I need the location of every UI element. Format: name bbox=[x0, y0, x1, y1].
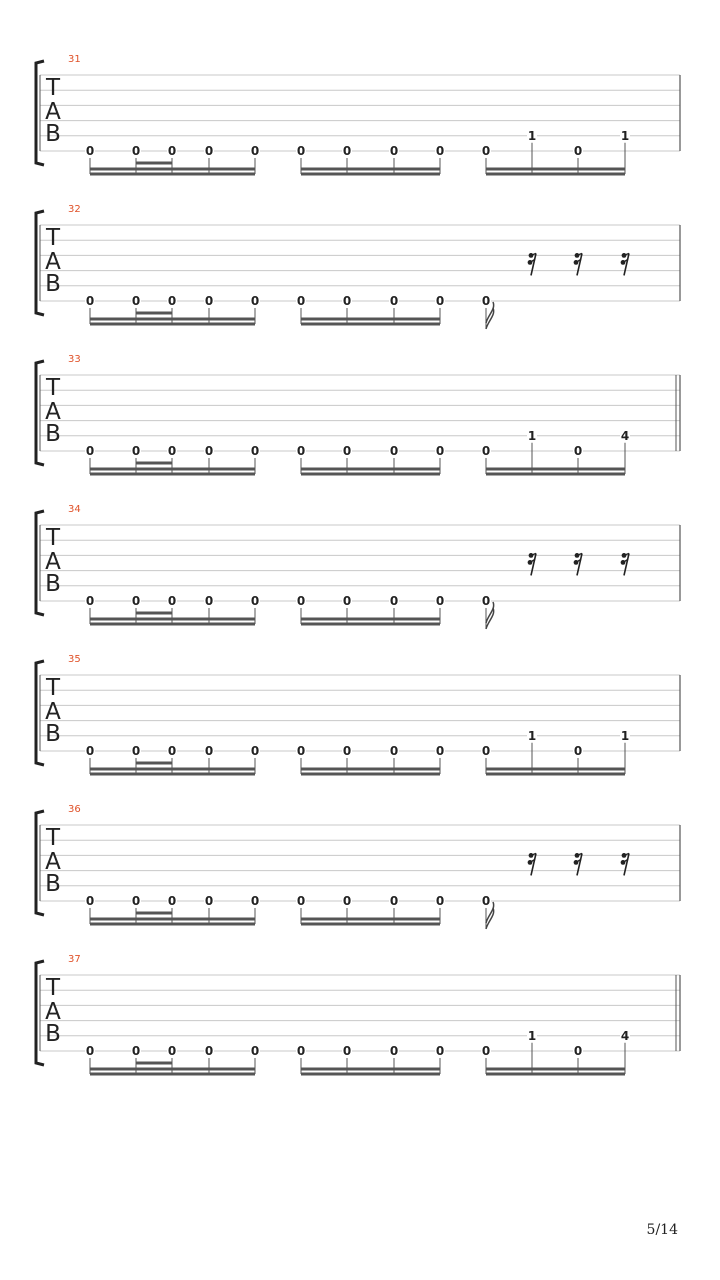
tab-system bbox=[36, 354, 680, 476]
fret-number: 0 bbox=[481, 744, 491, 758]
fret-number: 0 bbox=[85, 1044, 95, 1058]
fret-number: 0 bbox=[481, 1044, 491, 1058]
fret-number: 0 bbox=[131, 294, 141, 308]
beam-group-2 bbox=[301, 773, 440, 776]
beam-group-3-secondary bbox=[486, 468, 625, 471]
sixteenth-rest bbox=[528, 853, 536, 875]
fret-number: 0 bbox=[85, 894, 95, 908]
fret-number: 0 bbox=[481, 294, 491, 308]
beam-group-1 bbox=[90, 623, 255, 626]
beam-sixteenth bbox=[136, 612, 172, 615]
fret-number: 0 bbox=[85, 594, 95, 608]
sixteenth-rest bbox=[528, 553, 536, 575]
tab-system bbox=[36, 804, 680, 929]
tab-system bbox=[36, 54, 680, 176]
tab-clef-letter: A bbox=[45, 849, 61, 875]
beam-group-3 bbox=[486, 173, 625, 176]
fret-number: 0 bbox=[250, 894, 260, 908]
tab-clef-letter: B bbox=[45, 271, 61, 297]
beam-sixteenth bbox=[136, 762, 172, 765]
beam-group-2-secondary bbox=[301, 918, 440, 921]
tab-clef-letter: A bbox=[45, 999, 61, 1025]
fret-number: 0 bbox=[435, 594, 445, 608]
tab-system bbox=[36, 954, 680, 1076]
sixteenth-rest bbox=[574, 553, 582, 575]
fret-number: 0 bbox=[435, 894, 445, 908]
tab-system bbox=[36, 654, 680, 776]
fret-number: 0 bbox=[131, 594, 141, 608]
fret-number: 0 bbox=[481, 894, 491, 908]
fret-number: 0 bbox=[342, 894, 352, 908]
fret-number: 0 bbox=[250, 594, 260, 608]
fret-number: 0 bbox=[167, 744, 177, 758]
page-number: 5/14 bbox=[646, 1222, 678, 1238]
beam-group-2 bbox=[301, 623, 440, 626]
beam-group-1-secondary bbox=[90, 468, 255, 471]
beam-group-2-secondary bbox=[301, 468, 440, 471]
beam-group-1 bbox=[90, 773, 255, 776]
fret-number: 0 bbox=[204, 594, 214, 608]
beam-group-2 bbox=[301, 323, 440, 326]
fret-number: 0 bbox=[296, 144, 306, 158]
fret-number: 0 bbox=[167, 594, 177, 608]
fret-number: 0 bbox=[204, 1044, 214, 1058]
fret-number: 1 bbox=[527, 1028, 537, 1043]
tab-system bbox=[36, 204, 680, 329]
sixteenth-rest bbox=[528, 253, 536, 275]
tab-clef-letter: A bbox=[45, 699, 61, 725]
tab-clef-letter: T bbox=[45, 225, 61, 251]
fret-number: 0 bbox=[573, 444, 583, 458]
fret-number: 0 bbox=[204, 444, 214, 458]
fret-number: 0 bbox=[389, 444, 399, 458]
fret-number: 0 bbox=[250, 144, 260, 158]
fret-number: 0 bbox=[296, 1044, 306, 1058]
fret-number: 1 bbox=[620, 128, 630, 143]
fret-number: 0 bbox=[573, 1044, 583, 1058]
measure-number: 32 bbox=[68, 204, 81, 215]
tab-clef-letter: A bbox=[45, 249, 61, 275]
measure-number: 34 bbox=[68, 504, 81, 515]
tab-clef-letter: T bbox=[45, 975, 61, 1001]
tab-clef-letter: T bbox=[45, 675, 61, 701]
fret-number: 0 bbox=[131, 744, 141, 758]
beam-sixteenth bbox=[136, 462, 172, 465]
beam-group-1-secondary bbox=[90, 318, 255, 321]
tab-clef-letter: B bbox=[45, 871, 61, 897]
beam-group-1 bbox=[90, 173, 255, 176]
fret-number: 1 bbox=[527, 728, 537, 743]
fret-number: 0 bbox=[250, 744, 260, 758]
fret-number: 0 bbox=[435, 144, 445, 158]
fret-number: 0 bbox=[85, 144, 95, 158]
fret-number: 0 bbox=[250, 444, 260, 458]
fret-number: 0 bbox=[481, 594, 491, 608]
beam-group-1 bbox=[90, 1073, 255, 1076]
fret-number: 0 bbox=[435, 744, 445, 758]
sixteenth-rest bbox=[621, 853, 629, 875]
measure-number: 31 bbox=[68, 54, 81, 65]
fret-number: 0 bbox=[389, 594, 399, 608]
fret-number: 1 bbox=[527, 128, 537, 143]
fret-number: 0 bbox=[342, 144, 352, 158]
fret-number: 0 bbox=[167, 1044, 177, 1058]
fret-number: 0 bbox=[131, 444, 141, 458]
fret-number: 0 bbox=[389, 744, 399, 758]
fret-number: 0 bbox=[342, 594, 352, 608]
fret-number: 4 bbox=[620, 1028, 630, 1043]
tab-clef-letter: T bbox=[45, 525, 61, 551]
fret-number: 0 bbox=[204, 144, 214, 158]
tab-clef-letter: B bbox=[45, 571, 61, 597]
sixteenth-rest bbox=[574, 253, 582, 275]
beam-group-1 bbox=[90, 923, 255, 926]
beam-group-1 bbox=[90, 323, 255, 326]
fret-number: 0 bbox=[342, 444, 352, 458]
fret-number: 0 bbox=[296, 594, 306, 608]
fret-number: 0 bbox=[204, 294, 214, 308]
beam-group-3-secondary bbox=[486, 168, 625, 171]
tab-clef-letter: B bbox=[45, 421, 61, 447]
fret-number: 0 bbox=[573, 144, 583, 158]
tab-clef-letter: B bbox=[45, 721, 61, 747]
beam-group-1-secondary bbox=[90, 918, 255, 921]
tab-system bbox=[36, 504, 680, 629]
beam-group-2 bbox=[301, 923, 440, 926]
fret-number: 0 bbox=[131, 894, 141, 908]
fret-number: 0 bbox=[342, 1044, 352, 1058]
fret-number: 0 bbox=[435, 1044, 445, 1058]
fret-number: 0 bbox=[435, 294, 445, 308]
fret-number: 0 bbox=[481, 144, 491, 158]
tab-clef-letter: T bbox=[45, 375, 61, 401]
fret-number: 0 bbox=[342, 744, 352, 758]
beam-group-2-secondary bbox=[301, 318, 440, 321]
fret-number: 0 bbox=[250, 294, 260, 308]
fret-number: 0 bbox=[204, 744, 214, 758]
fret-number: 0 bbox=[342, 294, 352, 308]
beam-group-2 bbox=[301, 473, 440, 476]
beam-group-1-secondary bbox=[90, 768, 255, 771]
fret-number: 0 bbox=[435, 444, 445, 458]
beam-group-1-secondary bbox=[90, 168, 255, 171]
fret-number: 0 bbox=[250, 1044, 260, 1058]
measure-number: 37 bbox=[68, 954, 81, 965]
fret-number: 0 bbox=[296, 744, 306, 758]
beam-group-1-secondary bbox=[90, 1068, 255, 1071]
fret-number: 0 bbox=[204, 894, 214, 908]
fret-number: 0 bbox=[167, 444, 177, 458]
fret-number: 0 bbox=[389, 144, 399, 158]
fret-number: 0 bbox=[85, 744, 95, 758]
tab-clef-letter: T bbox=[45, 825, 61, 851]
fret-number: 0 bbox=[389, 894, 399, 908]
tab-clef-letter: T bbox=[45, 75, 61, 101]
beam-group-3 bbox=[486, 773, 625, 776]
beam-group-2 bbox=[301, 173, 440, 176]
beam-group-2 bbox=[301, 1073, 440, 1076]
fret-number: 0 bbox=[481, 444, 491, 458]
beam-group-2-secondary bbox=[301, 768, 440, 771]
fret-number: 0 bbox=[296, 294, 306, 308]
sixteenth-rest bbox=[621, 553, 629, 575]
measure-number: 36 bbox=[68, 804, 81, 815]
measure-number: 35 bbox=[68, 654, 81, 665]
fret-number: 0 bbox=[131, 144, 141, 158]
fret-number: 0 bbox=[85, 444, 95, 458]
fret-number: 1 bbox=[620, 728, 630, 743]
beam-group-1 bbox=[90, 473, 255, 476]
tab-clef-letter: A bbox=[45, 99, 61, 125]
fret-number: 0 bbox=[573, 744, 583, 758]
fret-number: 4 bbox=[620, 428, 630, 443]
fret-number: 0 bbox=[167, 294, 177, 308]
beam-group-3-secondary bbox=[486, 1068, 625, 1071]
tab-clef-letter: A bbox=[45, 549, 61, 575]
sixteenth-rest bbox=[621, 253, 629, 275]
fret-number: 0 bbox=[85, 294, 95, 308]
fret-number: 0 bbox=[131, 1044, 141, 1058]
beam-group-1-secondary bbox=[90, 618, 255, 621]
beam-group-3 bbox=[486, 473, 625, 476]
fret-number: 0 bbox=[389, 294, 399, 308]
beam-group-2-secondary bbox=[301, 618, 440, 621]
beam-sixteenth bbox=[136, 162, 172, 165]
tab-clef-letter: B bbox=[45, 121, 61, 147]
measure-number: 33 bbox=[68, 354, 81, 365]
beam-group-3-secondary bbox=[486, 768, 625, 771]
tab-clef-letter: B bbox=[45, 1021, 61, 1047]
beam-sixteenth bbox=[136, 1062, 172, 1065]
fret-number: 0 bbox=[389, 1044, 399, 1058]
fret-number: 1 bbox=[527, 428, 537, 443]
fret-number: 0 bbox=[296, 894, 306, 908]
fret-number: 0 bbox=[167, 144, 177, 158]
beam-group-2-secondary bbox=[301, 1068, 440, 1071]
beam-group-3 bbox=[486, 1073, 625, 1076]
fret-number: 0 bbox=[296, 444, 306, 458]
beam-sixteenth bbox=[136, 312, 172, 315]
beam-group-2-secondary bbox=[301, 168, 440, 171]
fret-number: 0 bbox=[167, 894, 177, 908]
sixteenth-rest bbox=[574, 853, 582, 875]
tab-clef-letter: A bbox=[45, 399, 61, 425]
beam-sixteenth bbox=[136, 912, 172, 915]
